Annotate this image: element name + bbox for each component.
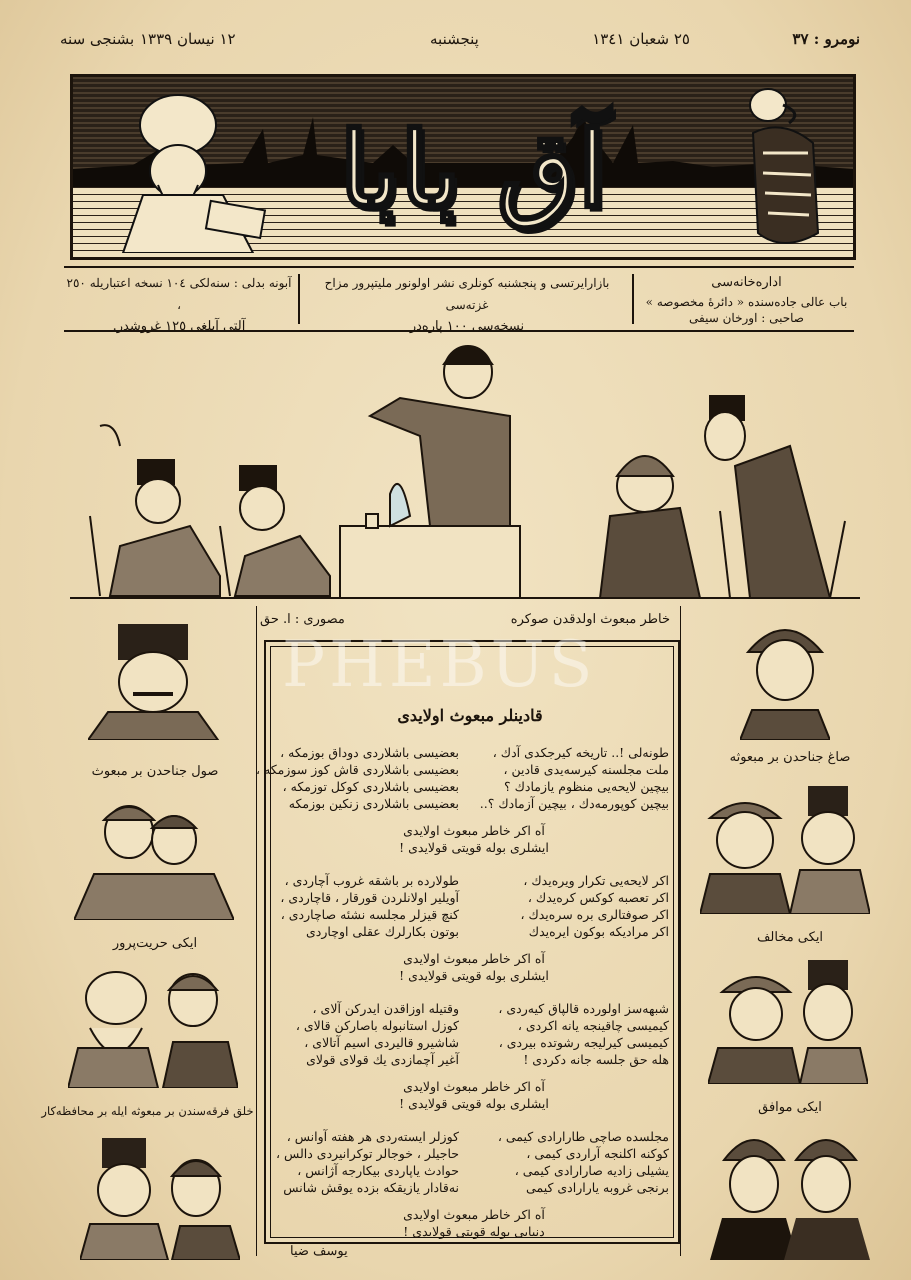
info-office — [639, 272, 854, 326]
refrain-line: دنیایی بوله قویتی قولایدی ! — [403, 1224, 545, 1239]
poem-line: اکر لایحه‌یی تکرار ویره‌یدك ، — [523, 873, 669, 888]
office-label: اداره‌خانه‌سی — [711, 275, 782, 290]
caption-right-3: ایکی موافق — [758, 1100, 822, 1115]
two-fezzed-men-portrait — [700, 1120, 870, 1260]
issue-price: نسخه‌سی ١٠٠ پاره‌در — [409, 319, 525, 334]
top-dateline — [60, 30, 860, 58]
right-column-rule — [680, 606, 681, 1256]
caption-right-1: صاغ جناحدن بر مبعوثه — [729, 750, 851, 765]
old-man-figure — [103, 85, 283, 253]
poem-line: طولارده بر باشقه غروب آچاردی ، — [284, 873, 459, 888]
deputy-woman-and-conservative-portrait — [80, 1130, 240, 1260]
poem-line: هله حق جلسه جانه دکردی ! — [523, 1052, 669, 1067]
caption-left-1: صول جناحدن بر مبعوث — [91, 764, 219, 779]
year-volume: بشنجی سنه — [60, 30, 135, 48]
refrain-1 — [284, 822, 664, 856]
vulture-figure — [723, 83, 843, 253]
conservative-and-woman-portrait — [68, 958, 238, 1088]
refrain-line: آه اکر خاطر مبعوث اولایدی — [403, 1207, 545, 1222]
poem-line: حاجیلر ، خوجالر توکرانیردی دالس ، — [276, 1146, 459, 1161]
info-divider-right — [632, 274, 634, 324]
poem-line: اکر مرادیکه بوکون ایره‌یدك — [528, 924, 669, 939]
publication-note: بازارایرتسی و پنجشنبه کونلری نشر اولونور ملیتپرور مزاح غزته‌سی — [324, 276, 610, 312]
woman-and-man-right — [600, 396, 845, 598]
subscription-rate: آبونه بدلی : سنه‌لکی ١٠٤ نسخه اعتباریله ٢٥٠ ، — [66, 276, 292, 312]
masthead-title: آق بابا — [339, 108, 607, 231]
refrain-line: ایشلری بوله قویتی قولایدی ! — [399, 1096, 549, 1111]
hijri-date: ٢٥ شعبان ١٣٤١ — [592, 30, 690, 48]
two-opponents-portrait — [700, 778, 870, 914]
stanza-2-right — [473, 872, 669, 940]
poem-line: یشیلی زادیه صارارادی کیمی ، — [514, 1163, 669, 1178]
poem-signature: یوسف ضیا — [290, 1244, 348, 1259]
refrain-line: آه اکر خاطر مبعوث اولایدی — [403, 1079, 545, 1094]
stanza-1-right — [473, 744, 669, 812]
poem-line: کوکنه اکلنجه آراردی کیمی ، — [526, 1146, 669, 1161]
stanza-4-right — [473, 1128, 669, 1196]
poem-line: اکر صوفتالری بره سره‌یدك ، — [520, 907, 669, 922]
poem-line: بوتون بکارلرك عقلی اوچاردی — [306, 924, 459, 939]
poem-line: نه‌قادار یازیقکه بزده یوقش شانس — [283, 1180, 459, 1195]
poem-line: کیمیسی کیرلیجه رشوتده بیردی ، — [498, 1035, 669, 1050]
poem-line: اکر تعصبه کوکس کره‌یدك ، — [527, 890, 669, 905]
poem-line: کوزل استانبوله باصارکن قالای ، — [295, 1018, 459, 1033]
speaker-woman-at-table — [340, 346, 520, 598]
artist-credit: مصوری : ا. حق — [260, 612, 345, 627]
rumi-date: ١٢ نیسان ١٣٣٩ — [140, 30, 236, 48]
refrain-line: آه اکر خاطر مبعوث اولایدی — [403, 951, 545, 966]
two-liberals-portrait — [74, 790, 234, 920]
masthead-banner — [70, 74, 856, 260]
refrain-4 — [284, 1206, 664, 1240]
poem-line: طونه‌لی !.. تاریخه کیرجکدی آدك ، — [492, 745, 669, 760]
office-address: باب عالی جاده‌سنده « دائرهٔ مخصوصه » — [645, 295, 848, 309]
two-supporters-portrait — [708, 954, 868, 1084]
refrain-line: ایشلری بوله قویتی قولایدی ! — [399, 968, 549, 983]
left-wing-deputy-portrait — [88, 620, 228, 740]
poem-line: ملت مجلسنه کیرسه‌یدی قادین ، — [503, 762, 669, 777]
poem-line: کیمیسی چاقینجه یانه اکردی ، — [517, 1018, 669, 1033]
poem-line: کوزلر ایسته‌ردی هر هفته آوانس ، — [286, 1129, 459, 1144]
poem-line: وقتیله اوزاقدن ایدرکن آلای ، — [312, 1001, 459, 1016]
poem-line: آویلیر اولانلردن قورقار ، قاچاردی ، — [280, 890, 459, 905]
poem-line: شبهه‌سز اولورده قالپاق کیه‌ردی ، — [498, 1001, 669, 1016]
poem-line: بعضیسی باشلاردی قاش کوز سوزمکه ، — [256, 762, 459, 777]
caption-left-3: خلق فرقه‌سندن بر مبعوثه ایله بر محافظه‌کار — [41, 1104, 254, 1118]
poem-line: بعضیسی باشلاردی زنکین بوزمکه — [288, 796, 459, 811]
refrain-line: ایشلری بوله قویتی قولایدی ! — [399, 840, 549, 855]
stanza-1-left — [256, 744, 459, 812]
info-publication — [302, 272, 632, 334]
weekday: پنجشنبه — [430, 30, 479, 48]
poem-line: برنجی غروبه یارارادی کیمی — [526, 1180, 669, 1195]
seated-men — [90, 425, 330, 596]
caption-right-2: ایکی مخالف — [756, 930, 824, 945]
scene-caption: خاطر مبعوث اولدقدن صوکره — [510, 612, 670, 627]
poem-line: مجلسده صاچی طارارادی کیمی ، — [497, 1129, 669, 1144]
phebus-watermark: PHEBUS — [282, 628, 597, 702]
poem-line: شاشیرو قالیردی اسیم آتالای ، — [304, 1035, 459, 1050]
refrain-2 — [284, 950, 664, 984]
owner-name: صاحبی : اورخان سیفی — [689, 311, 804, 325]
assembly-cartoon — [70, 336, 860, 606]
poem-line: بیچین کوپورمه‌دك ، بیچین آزمادك ؟.. — [479, 796, 669, 811]
caption-left-2: ایکی حریت‌پرور — [112, 936, 198, 951]
info-band — [64, 266, 854, 332]
stanza-3-right — [473, 1000, 669, 1068]
issue-number: نومرو : ٣٧ — [792, 30, 860, 48]
info-subscription — [64, 272, 294, 334]
poem-title: قادینلر مبعوث اولایدی — [397, 706, 543, 725]
poem-line: بعضیسی باشلاردی کوکل توزمکه ، — [282, 779, 459, 794]
poem-line: بعضیسی باشلاردی دوداق بوزمکه ، — [280, 745, 459, 760]
left-column-rule — [256, 606, 257, 1256]
poem-line: بیچین لایحه‌یی منظوم یازمادك ؟ — [503, 779, 669, 794]
refrain-line: آه اکر خاطر مبعوث اولایدی — [403, 823, 545, 838]
subscription-halfyear: آلتی آیلغی ١٢٥ غروشدر. — [112, 319, 246, 334]
poem-line: حوادث یاپاردی بیکارجه آژانس ، — [297, 1163, 459, 1178]
info-divider-left — [298, 274, 300, 324]
right-wing-deputy-woman-portrait — [740, 614, 830, 740]
poem-line: آغیر آچمازدی یك قولای قولای — [306, 1052, 459, 1067]
refrain-3 — [284, 1078, 664, 1112]
stanza-2-left — [281, 872, 459, 940]
stanza-4-left — [276, 1128, 459, 1196]
poem-line: کنچ قیزلر مجلسه نشئه صاچاردی ، — [280, 907, 459, 922]
stanza-3-left — [281, 1000, 459, 1068]
